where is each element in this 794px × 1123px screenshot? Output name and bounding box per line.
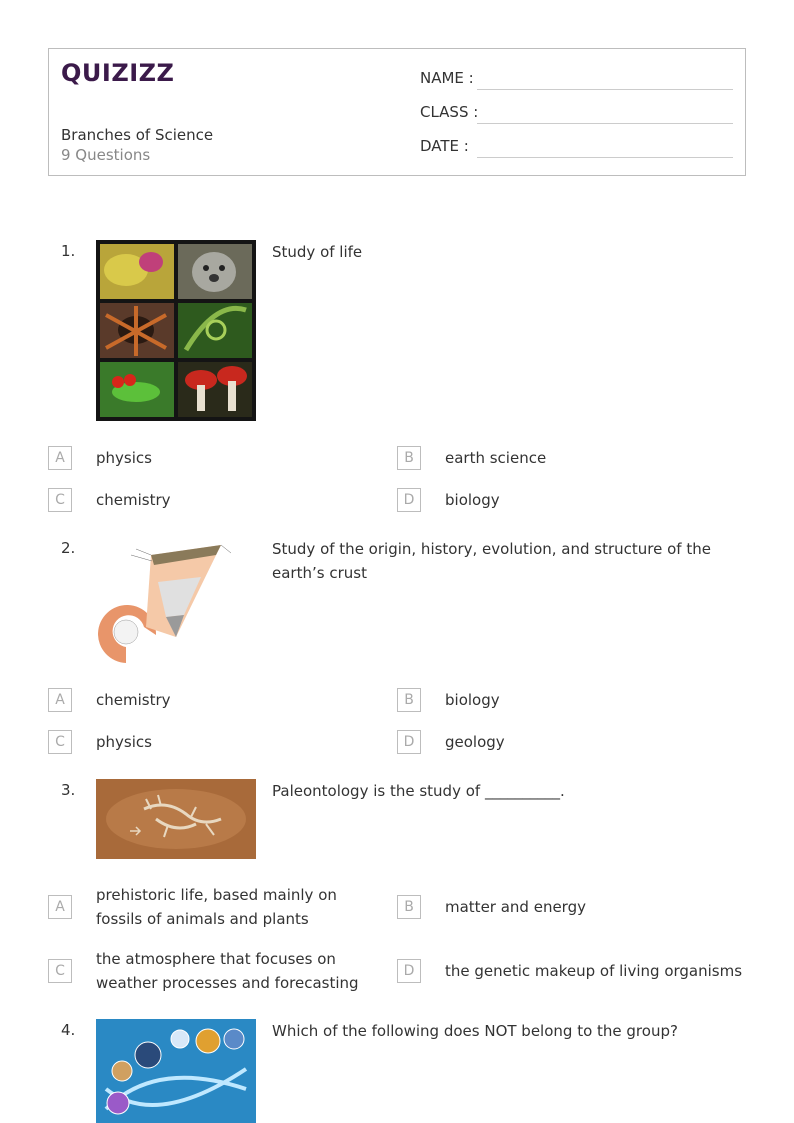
option-a-box[interactable]: A	[48, 688, 72, 712]
option-c-text: physics	[96, 733, 152, 751]
question-text: Study of the origin, history, evolution, and structure of the earth’s crust	[272, 540, 711, 582]
option-b-text: matter and energy	[445, 898, 586, 916]
quizizz-logo: QUIZIZZ	[61, 59, 175, 87]
question-number: 3.	[61, 781, 76, 799]
question-text: Paleontology is the study of __________.	[272, 782, 565, 800]
option-d-text: geology	[445, 733, 505, 751]
earth-layers-diagram	[96, 537, 256, 663]
option-c-text: the atmosphere that focuses on weather processes and forecasting	[96, 950, 359, 992]
option-b-text: biology	[445, 691, 500, 709]
worksheet-header	[48, 48, 746, 176]
option-b-box[interactable]: B	[397, 446, 421, 470]
option-b-box[interactable]: B	[397, 688, 421, 712]
life-collage-image	[96, 240, 256, 421]
option-d-text: biology	[445, 491, 500, 509]
question-number: 4.	[61, 1021, 76, 1039]
name-label: NAME :	[420, 69, 474, 87]
date-line	[477, 157, 733, 158]
option-c-text: chemistry	[96, 491, 171, 509]
option-a-text: chemistry	[96, 691, 171, 709]
option-a-text: prehistoric life, based mainly on fossils of animals and plants	[96, 886, 337, 928]
option-c-box[interactable]: C	[48, 730, 72, 754]
class-field[interactable]	[420, 103, 478, 121]
question-number: 1.	[61, 242, 76, 260]
option-b-box[interactable]: B	[397, 895, 421, 919]
date-field[interactable]	[420, 137, 469, 155]
option-a-box[interactable]: A	[48, 895, 72, 919]
name-field[interactable]	[420, 69, 474, 87]
option-b-text: earth science	[445, 449, 547, 467]
option-d-box[interactable]: D	[397, 959, 421, 983]
option-a-text: physics	[96, 449, 152, 467]
question-count: 9 Questions	[61, 146, 151, 164]
science-collage-image	[96, 1019, 256, 1123]
option-c-box[interactable]: C	[48, 488, 72, 512]
question-text: Which of the following does NOT belong to the group?	[272, 1022, 678, 1040]
option-d-text: the genetic makeup of living organisms	[445, 962, 743, 980]
fossil-image	[96, 779, 256, 859]
worksheet-title: Branches of Science	[61, 126, 214, 144]
option-c-box[interactable]: C	[48, 959, 72, 983]
date-label: DATE :	[420, 137, 469, 155]
name-line	[477, 89, 733, 90]
class-label: CLASS :	[420, 103, 479, 121]
question-text: Study of life	[272, 243, 363, 261]
option-d-box[interactable]: D	[397, 488, 421, 512]
question-number: 2.	[61, 539, 76, 557]
class-line	[477, 123, 733, 124]
option-a-box[interactable]: A	[48, 446, 72, 470]
option-d-box[interactable]: D	[397, 730, 421, 754]
